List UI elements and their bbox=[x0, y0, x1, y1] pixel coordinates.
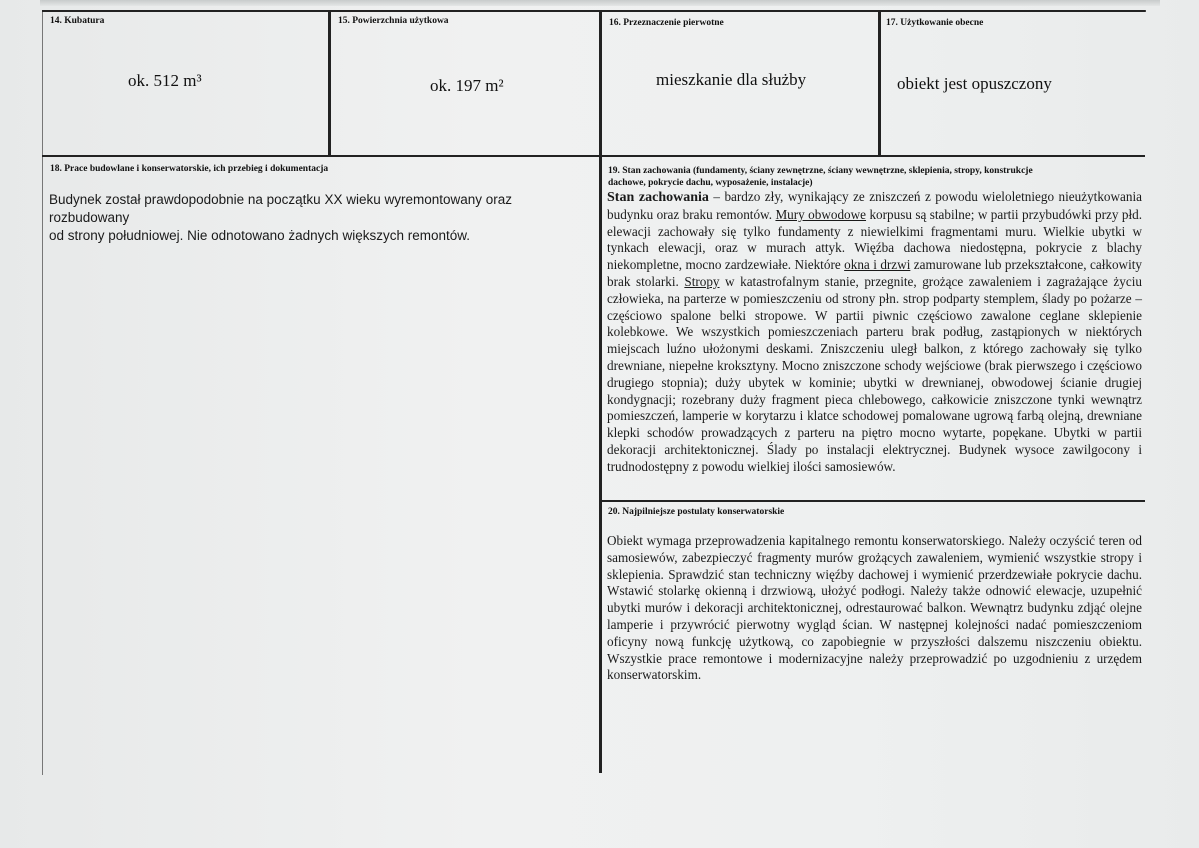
cell-15-value: ok. 197 m² bbox=[430, 76, 504, 95]
cell-19-text-1: – bardzo zły, wynikający ze zniszczeń z powodu wieloletniego nieużytkowania budynku oraz braku remontów. bbox=[607, 189, 1143, 222]
cell-20-text: Obiekt wymaga przeprowadzenia kapitalnego remontu konserwatorskiego. Należy oczyścić teren od samosiewów, zabezpieczyć fragmenty murów grożących zawaleniem, wymienić wszystkie stropy i sklepienia. Sprawdzić stan techniczny więźby dachowej i wymienić przerdzewiałe pokrycie dachu. Wstawić stolarkę okienną i drzwiową, ułożyć podłogi. Należy także odnowić elewacje, uzupełnić ubytki murów i dekoracji architektonicznej, odrestaurować balkon. Wewnątrz budynku zdjąć olejne lamperie i przywrócić pierwotny wygląd ścian. W następnej kolejności nadać pomieszczeniom oficyny nową funkcję użytkową, co zapobiegnie w przyszłości dalszemu niszczeniu obiektu. Wszystkie prace remontowe i modernizacyjne należy przeprowadzić po uzgodnieniu z urzędem konserwatorskim. bbox=[607, 533, 1142, 683]
divider-16-17 bbox=[878, 10, 881, 156]
cell-19-lead: Stan zachowania bbox=[607, 190, 709, 205]
cell-16-value: mieszkanie dla służby bbox=[656, 70, 807, 89]
cell-17-value: obiekt jest opuszczony bbox=[897, 74, 1052, 93]
cell-15-header: 15. Powierzchnia użytkowa bbox=[338, 16, 449, 26]
cell-19-text-3: zamurowane lub przekształcone, całkowity brak stolarki. bbox=[607, 257, 1142, 289]
cell-19-text-2: korpusu są stabilne; w partii przybudówki przy płd. elewacji zachowały się tylko fundamenty z niewielkimi fragmentami muru. Wielkie ubytki w tynkach elewacji, oraz w murach attyk. Więźba dachowa niedostępna, pokrycie z blachy niekompletne, mocno zardzewiałe. Niektóre bbox=[607, 206, 1142, 273]
cell-19-text-4: w katastrofalnym stanie, przegnite, grożące zawaleniem i zagrażające życiu człowieka, na parterze w pomieszczeniu od strony płn. strop podparty stemplem, ślady po pożarze – częściowo spalone belki stropowe. W partii piwnic częściowo zawalone ceglane sklepienie kolebkowe. We wszystkich pomieszczeniach parteru brak podług, zastąpionych w niektórych miejscach luźno ułożonymi deskami. Zniszczeniu uległ balkon, z którego zachowały się tylko drewniane, niepełne kroksztyny. Mocno zniszczone schody wejściowe (brak pierwszego i częściowo drugiego stopnia); duży ubytek w kominie; ubytki w drewnianej, obwodowej ścianie drugiej kondygnacji; rozebrany duży fragment pieca chlebowego, całkowicie zniszczone tynki wewnątrz pomieszczeń, lamperie w korytarzu i klatce schodowej pomalowane ugrową farbą olejną, drewniane klepki schodów prowadzących z parteru na piętro mocno wytarte, popękane. Ubytki w partii dekoracji architektonicznej. Ślady po instalacji elektrycznej. Budynek wysoce zawilgocony i trudnodostępny z powodu wielkiej ilości samosiewów. bbox=[607, 273, 1142, 474]
cell-16-header: 16. Przeznaczenie pierwotne bbox=[609, 18, 724, 28]
cell-20-header: 20. Najpilniejsze postulaty konserwatorskie bbox=[608, 507, 785, 517]
row-divider-top bbox=[42, 155, 1145, 157]
top-border bbox=[42, 10, 1145, 12]
divider-14-15 bbox=[328, 10, 331, 156]
cell-14-header: 14. Kubatura bbox=[50, 16, 105, 26]
cell-18-text bbox=[49, 191, 594, 245]
row-divider-19-20 bbox=[601, 500, 1145, 502]
bleed-through-mark bbox=[395, 50, 398, 64]
cell-18-header: 18. Prace budowlane i konserwatorskie, ich przebieg i dokumentacja bbox=[50, 164, 329, 174]
cell-19-header bbox=[608, 165, 1143, 189]
cell-19-text bbox=[607, 189, 1142, 476]
cell-14-value: ok. 512 m³ bbox=[128, 71, 202, 90]
main-vertical-divider bbox=[599, 10, 602, 773]
cell-17-header: 17. Użytkowanie obecne bbox=[886, 18, 984, 28]
cell-19-underlined-okna: okna i drzwi bbox=[844, 257, 911, 273]
cell-19-underlined-stropy: Stropy bbox=[684, 273, 720, 289]
cell-19-header-line-2: dachowe, pokrycie dachu, wyposażenie, instalacje) bbox=[608, 178, 813, 188]
top-edge-strip bbox=[40, 0, 1160, 6]
cell-19-header-line-1: 19. Stan zachowania (fundamenty, ściany zewnętrzne, ściany wewnętrzne, sklepienia, stropy, konstrukcje bbox=[608, 166, 1033, 176]
cell-18-line-2: od strony południowej. Nie odnotowano żadnych większych remontów. bbox=[49, 228, 470, 243]
cell-19-underlined-mury: Mury obwodowe bbox=[775, 206, 867, 222]
cell-18-line-1: Budynek został prawdopodobnie na początku XX wieku wyremontowany oraz rozbudowany bbox=[49, 192, 513, 225]
